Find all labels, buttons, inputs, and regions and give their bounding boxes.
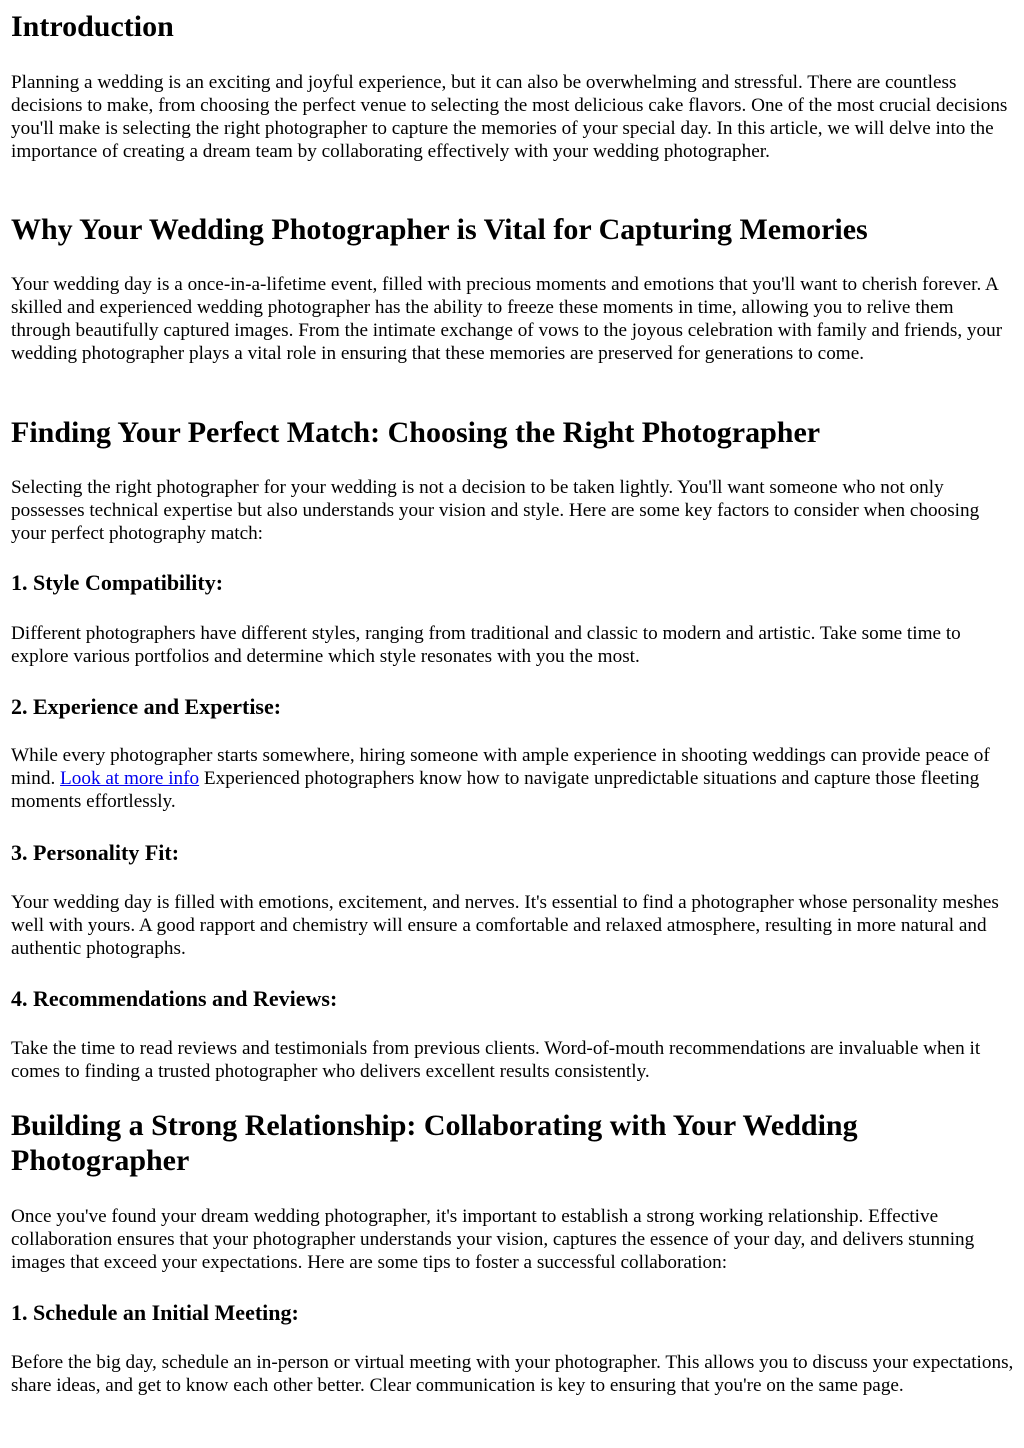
paragraph-experience-expertise	[11, 744, 1017, 813]
paragraph-experience-text-after: Experienced photographers know how to navigate unpredictable situations and capture those fleeting moments effortlessly.	[11, 768, 980, 812]
heading-why-vital: Why Your Wedding Photographer is Vital for Capturing Memories	[11, 213, 868, 246]
paragraph-personality-fit: Your wedding day is filled with emotions, excitement, and nerves. It's essential to find a photographer whose personality meshes well with yours. A good rapport and chemistry will ensure a comfortable and relaxed atmosphere, resulting in more natural and authentic photographs.	[11, 892, 999, 959]
look-at-more-info-link[interactable]: Look at more info	[60, 768, 200, 789]
paragraph-building-relationship: Once you've found your dream wedding photographer, it's important to establish a strong working relationship. Effective collaboration ensures that your photographer understands your vision, captures the essence of your day, and delivers stunning images that exceed your expectations. Here are some tips to foster a successful collaboration:	[11, 1206, 975, 1273]
paragraph-finding-match: Selecting the right photographer for your wedding is not a decision to be taken lightly. You'll want someone who not only possesses technical expertise but also understands your vision and style. Here are some key factors to consider when choosing your perfect photography match:	[11, 477, 980, 544]
paragraph-experience-text-before: While every photographer starts somewhere, hiring someone with ample experience in shooting weddings can provide peace of mind.	[11, 745, 990, 789]
heading-finding-match: Finding Your Perfect Match: Choosing the Right Photographer	[11, 416, 821, 449]
paragraph-introduction: Planning a wedding is an exciting and joyful experience, but it can also be overwhelming and stressful. There are countless decisions to make, from choosing the perfect venue to selecting the most delicious cake flavors. One of the most crucial decisions you'll make is selecting the right photographer to capture the memories of your special day. In this article, we will delve into the importance of creating a dream team by collaborating effectively with your wedding photographer.	[11, 72, 1008, 162]
paragraph-style-compatibility: Different photographers have different styles, ranging from traditional and classic to modern and artistic. Take some time to explore various portfolios and determine which style resonates with you the most.	[11, 623, 961, 667]
heading-personality-fit: 3. Personality Fit:	[11, 840, 180, 865]
paragraph-schedule-meeting: Before the big day, schedule an in-person or virtual meeting with your photographer. This allows you to discuss your expectations, share ideas, and get to know each other better. Clear communication is key to ensuring that you're on the same page.	[11, 1352, 1014, 1396]
paragraph-recommendations-reviews: Take the time to read reviews and testimonials from previous clients. Word-of-mouth recommendations are invaluable when it comes to finding a trusted photographer who delivers excellent results consistently.	[11, 1038, 981, 1082]
heading-introduction: Introduction	[11, 10, 174, 43]
heading-recommendations-reviews: 4. Recommendations and Reviews:	[11, 986, 338, 1011]
heading-building-relationship: Building a Strong Relationship: Collaborating with Your Wedding Photographer	[11, 1109, 858, 1177]
paragraph-why-vital: Your wedding day is a once-in-a-lifetime event, filled with precious moments and emotions that you'll want to cherish forever. A skilled and experienced wedding photographer has the ability to freeze these moments in time, allowing you to relive them through beautifully captured images. From the intimate exchange of vows to the joyous celebration with family and friends, your wedding photographer plays a vital role in ensuring that these memories are preserved for generations to come.	[11, 274, 1003, 364]
heading-schedule-meeting: 1. Schedule an Initial Meeting:	[11, 1300, 299, 1325]
heading-experience-expertise: 2. Experience and Expertise:	[11, 694, 282, 719]
heading-style-compatibility: 1. Style Compatibility:	[11, 570, 224, 595]
